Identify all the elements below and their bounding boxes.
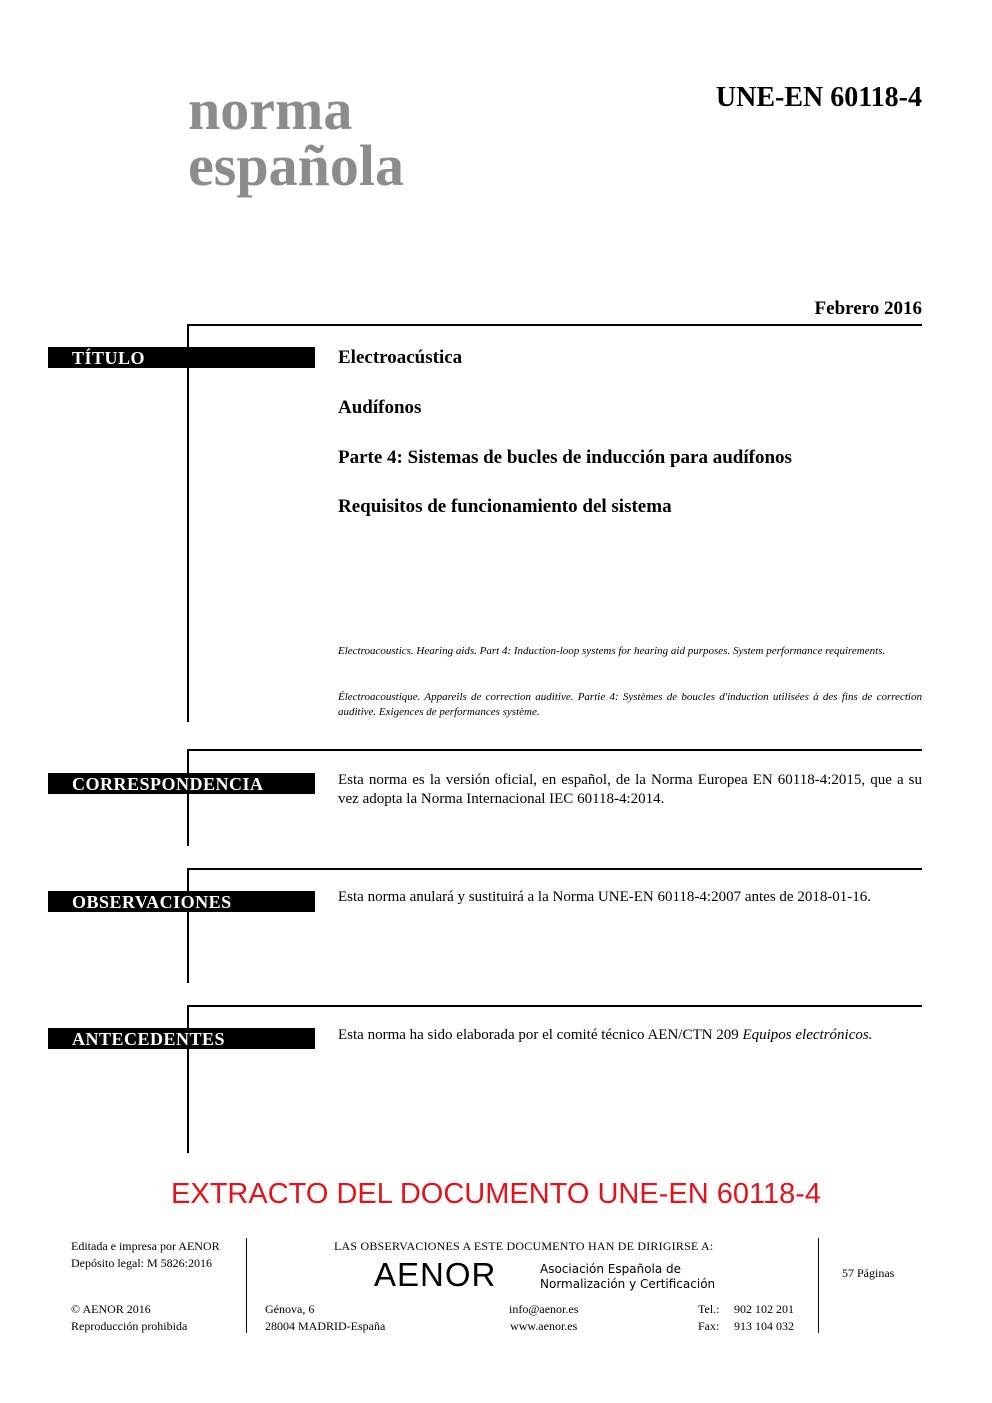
footer-address-2: 28004 MADRID-España <box>265 1319 386 1333</box>
publication-date: Febrero 2016 <box>814 298 922 319</box>
footer-copyright: © AENOR 2016 <box>71 1302 151 1316</box>
footer-deposito: Depósito legal: M 5826:2016 <box>71 1256 212 1270</box>
antecedentes-text <box>338 1026 922 1045</box>
section-vline-correspondencia <box>187 749 189 846</box>
standard-code: UNE-EN 60118-4 <box>715 82 922 113</box>
section-vline-titulo <box>187 324 189 722</box>
section-divider-titulo <box>188 324 922 326</box>
footer-contact-online <box>509 1301 578 1335</box>
title-french: Électroacoustique. Appareils de correction auditive. Partie 4: Systèmes de boucles d'induction utilisées à des fins de correction auditive. Exigences de performances système. <box>338 691 922 718</box>
label-antecedentes: ANTECEDENTES <box>48 1028 315 1049</box>
footer-tel: 902 102 201 <box>734 1302 794 1316</box>
section-divider-antecedentes <box>188 1005 922 1007</box>
footer-address-1: Génova, 6 <box>265 1302 315 1316</box>
label-observaciones: OBSERVACIONES <box>48 891 315 912</box>
footer-contact-phone <box>698 1301 794 1335</box>
extract-notice: EXTRACTO DEL DOCUMENTO UNE-EN 60118-4 <box>171 1178 821 1210</box>
label-correspondencia: CORRESPONDENCIA <box>48 773 315 794</box>
section-divider-observaciones <box>188 868 922 870</box>
brand-title <box>188 77 404 198</box>
title-line-1: Electroacústica <box>338 347 463 368</box>
observaciones-text: Esta norma anulará y sustituirá a la Norma UNE-EN 60118-4:2007 antes de 2018-01-16. <box>338 889 872 905</box>
footer-fax: 913 104 032 <box>734 1319 794 1333</box>
section-divider-correspondencia <box>188 749 922 751</box>
antecedentes-committee: Equipos electrónicos. <box>742 1027 873 1043</box>
brand-line-1: norma <box>188 77 353 142</box>
aenor-logo: AENOR <box>374 1256 497 1293</box>
aenor-org-line-2: Normalización y Certificación <box>540 1277 716 1291</box>
footer-email[interactable]: info@aenor.es <box>509 1302 579 1316</box>
footer-observaciones-heading: LAS OBSERVACIONES A ESTE DOCUMENTO HAN DE DIRIGIRSE A: <box>334 1239 714 1253</box>
title-line-4: Requisitos de funcionamiento del sistema <box>338 496 672 517</box>
aenor-org-line-1: Asociación Española de <box>540 1262 682 1276</box>
title-line-2: Audífonos <box>338 397 422 418</box>
footer-edition <box>71 1238 220 1272</box>
correspondencia-text: Esta norma es la versión oficial, en español, de la Norma Europea EN 60118-4:2015, que a su vez adopta la Norma Internacional IEC 60118-4:2014. <box>338 772 922 807</box>
section-vline-observaciones <box>187 868 189 983</box>
footer-tel-label: Tel.: <box>698 1302 720 1316</box>
label-titulo: TÍTULO <box>48 347 315 368</box>
footer-divider-right <box>818 1238 819 1333</box>
antecedentes-text-main: Esta norma ha sido elaborada por el comité técnico AEN/CTN 209 <box>338 1027 743 1043</box>
brand-line-2: española <box>188 133 404 198</box>
footer-reproduccion: Reproducción prohibida <box>71 1319 188 1333</box>
footer-address <box>265 1301 385 1335</box>
title-line-3: Parte 4: Sistemas de bucles de inducción para audífonos <box>338 447 792 468</box>
footer-web[interactable]: www.aenor.es <box>510 1319 578 1333</box>
footer-pages: 57 Páginas <box>842 1266 895 1280</box>
footer-fax-label: Fax: <box>698 1319 720 1333</box>
footer-rights <box>71 1301 187 1335</box>
aenor-org-name <box>540 1262 715 1292</box>
footer-edited: Editada e impresa por AENOR <box>71 1239 220 1253</box>
footer-divider-left <box>246 1238 247 1333</box>
title-english: Electroacoustics. Hearing aids. Part 4: Induction-loop systems for hearing aid purposes. System performance requirements. <box>338 645 886 657</box>
